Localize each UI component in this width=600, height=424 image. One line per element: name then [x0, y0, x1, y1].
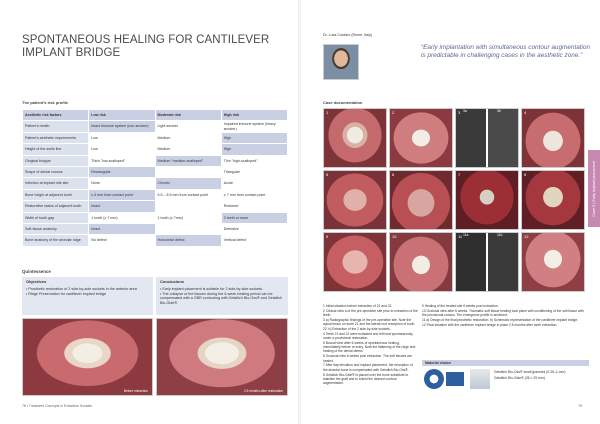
- table-cell-high: Defective: [222, 224, 287, 234]
- photo-number: 3: [458, 110, 461, 115]
- author-quote: “Early implantation with simultaneous contour augmentation is predictable in challenging cases in the aesthetic zone.”: [421, 44, 591, 60]
- case-photo: [323, 170, 387, 230]
- material-list: [494, 370, 586, 381]
- caption-item: 1 Initial situation before extraction of 21 and 22.: [323, 304, 393, 308]
- table-cell-mod: [156, 167, 221, 177]
- material-choice: [422, 360, 589, 394]
- bio-oss-pack-image: [446, 372, 464, 386]
- caption-item: 3 a) Radiographic findings of the pre-operative site. Note the apical lesion on tooth 21 and the lateral root resorption of tooth 22. b) Extraction of the 2 side-by-side sockets.: [323, 318, 415, 331]
- header-moderate: Moderate risk: [156, 110, 221, 120]
- table-cell-low: Low: [89, 144, 154, 154]
- table-header-row: [23, 110, 287, 120]
- case-photo: [521, 170, 585, 230]
- table-cell-label: Soft-tissue anatomy: [23, 224, 88, 234]
- table-cell-mod: Light smoker: [156, 121, 221, 131]
- table-cell-label: Gingival biotype: [23, 156, 88, 166]
- case-photo: [455, 170, 519, 230]
- table-cell-low: Rectangular: [89, 167, 154, 177]
- case-photo: [323, 232, 387, 292]
- table-cell-high: Triangular: [222, 167, 287, 177]
- case-photo: [389, 108, 453, 168]
- table-cell-label: Patient's aesthetic requirements: [23, 133, 88, 143]
- material-item: Geistlich Bio-Oss® small granules (0.25–1 mm): [494, 370, 566, 374]
- table-row: [23, 224, 287, 234]
- caption-item: 2 Clinical view a of the pre-operative site prior to extraction of the teeth.: [323, 308, 418, 318]
- table-cell-high: Vertical defect: [222, 235, 287, 245]
- photo-number: 8: [524, 172, 527, 177]
- table-cell-low: No defect: [89, 235, 154, 245]
- objective-item: • Prosthetic restoration of 2 side-by-side sockets in the anterior area: [26, 286, 137, 291]
- caption-item: 9 Healing of the treated site 6 weeks post extraction.: [422, 304, 499, 308]
- table-cell-low: Thick "low-scalloped": [89, 156, 154, 166]
- author-portrait: [323, 44, 359, 80]
- caption-item: 4 Teeth 21 and 22 were extracted and left heal spontaneously under a provisional restoration.: [323, 331, 413, 340]
- page-title: SPONTANEOUS HEALING FOR CANTILEVER IMPLANT BRIDGE: [22, 34, 270, 59]
- profile-title: The patient's risk profile: [22, 100, 69, 105]
- table-cell-mod: 1 tooth (≤ 7mm): [156, 213, 221, 223]
- table-cell-low: Intact: [89, 201, 154, 211]
- left-page: [0, 0, 299, 424]
- table-cell-mod: Medium: [156, 144, 221, 154]
- photo-number: 11: [458, 234, 463, 239]
- table-cell-label: Infection at implant site site: [23, 178, 88, 188]
- case-photo: [389, 170, 453, 230]
- table-cell-mod: 5.5 – 6.5 mm from contact point: [156, 190, 221, 200]
- caption-item: 6 Occlusal view 6 weeks post extraction. The soft tissues are healed.: [323, 354, 412, 363]
- case-photo: [389, 232, 453, 292]
- photo-number: 7: [458, 172, 461, 177]
- table-cell-mod: [156, 224, 221, 234]
- case-photo: [323, 108, 387, 168]
- objectives-conclusions: [22, 277, 288, 315]
- table-cell-mod: Medium: [156, 133, 221, 143]
- table-cell-high: High: [222, 144, 287, 154]
- photo-number: 1: [326, 110, 329, 115]
- table-cell-high: Thin "high-scalloped": [222, 156, 287, 166]
- photo-sub-label: 3a: [463, 109, 467, 113]
- table-cell-label: Height of the smile line: [23, 144, 88, 154]
- header-factor: Aesthetic risk factors: [23, 110, 88, 120]
- caption-item: 10 Occlusal view after 6 weeks. Traumatic soft tissue healing took place with conditioning of the soft tissue with the provisional crowns. The emergence profile is achieved.: [422, 308, 584, 318]
- table-cell-label: Shape of dental crowns: [23, 167, 88, 177]
- material-item: Geistlich Bio-Gide® (25 × 25 mm): [494, 376, 545, 381]
- photo-number: 10: [392, 234, 397, 239]
- photo-number: 2: [392, 110, 395, 115]
- table-cell-high: 2 teeth or more: [222, 213, 287, 223]
- table-cell-low: 1 tooth (≥ 7 mm): [89, 213, 154, 223]
- header-high: High risk: [222, 110, 287, 120]
- case-photo: [521, 232, 585, 292]
- bio-gide-pack-image: [470, 369, 490, 389]
- photo-label: Before extraction: [123, 389, 148, 393]
- right-page: [301, 0, 600, 424]
- table-cell-mod: Medium "medium-scalloped": [156, 156, 221, 166]
- table-cell-high: Acute: [222, 178, 287, 188]
- table-cell-low: Intact immune system (non-smoker): [89, 121, 154, 131]
- table-row: [23, 201, 287, 211]
- table-cell-high: ≥ 7 mm from contact point: [222, 190, 287, 200]
- caption-item: 11 a) Design of the final prosthetic restoration. b) Schematic representation of the cantilever implant bridge.: [422, 318, 579, 323]
- photo-after-restoration: [156, 318, 288, 396]
- side-tab-label: Case 5 | Early implant placement: [592, 160, 596, 217]
- photo-sub-label: 11b: [497, 233, 503, 237]
- table-row: [23, 121, 287, 131]
- photo-number: 4: [524, 110, 527, 115]
- captions-left: [323, 304, 418, 386]
- table-cell-label: Bone height at adjacent tooth: [23, 190, 88, 200]
- photo-number: 6: [392, 172, 395, 177]
- photo-label: 2.5 months after restoration: [244, 389, 283, 393]
- conclusions-box: [156, 277, 288, 315]
- table-row: [23, 156, 287, 166]
- table-row: [23, 178, 287, 188]
- table-row: [23, 167, 287, 177]
- author-name: Dr. Luca Cordaro (Rome, Italy): [323, 33, 372, 37]
- table-cell-low: ≤ 5 mm from contact point: [89, 190, 154, 200]
- table-cell-low: Low: [89, 133, 154, 143]
- table-cell-high: High: [222, 133, 287, 143]
- case-documentation-title: Case documentation: [323, 100, 363, 105]
- conclusion-item: • The collapse of the tissues during the 6-week healing period can be compensated with a GBR contouring with Geistlich Bio-Oss® and Geistlich Bio-Gide®.: [160, 291, 282, 306]
- photo-sub-label: 11a: [463, 233, 469, 237]
- photo-number: 9: [326, 234, 329, 239]
- conclusions-title: Conclusions: [160, 279, 185, 284]
- table-cell-label: Bone anatomy of the alveolar ridge: [23, 235, 88, 245]
- photo-number: 5: [326, 172, 329, 177]
- table-cell-mod: Horizontal defect: [156, 235, 221, 245]
- photo-number: 12: [524, 234, 529, 239]
- bio-oss-logo: [424, 369, 444, 389]
- table-cell-label: Width of tooth gap: [23, 213, 88, 223]
- table-cell-label: Restorative status of adjacent tooth: [23, 201, 88, 211]
- table-row: [23, 133, 287, 143]
- table-cell-low: None: [89, 178, 154, 188]
- caption-item: 12 Final situation with the cantilever implant bridge in place 2.5 months after tooth extraction.: [422, 322, 558, 327]
- table-cell-low: Intact: [89, 224, 154, 234]
- objectives-title: Objectives: [26, 279, 47, 284]
- right-page-number: 79: [578, 404, 582, 408]
- case-photo: [455, 232, 519, 292]
- conclusion-item: • Early implant placement is suitable for 2 side-by-side sockets.: [160, 286, 263, 291]
- table-cell-high: Impaired immune system (heavy smoker): [222, 121, 287, 131]
- left-footer: 78 • Treatment Concepts in Extraction Sockets: [22, 404, 92, 408]
- photo-before-extraction: [22, 318, 153, 396]
- table-cell-label: Patient's health: [23, 121, 88, 131]
- table-cell-mod: [156, 201, 221, 211]
- table-row: [23, 190, 287, 200]
- side-tab: [588, 150, 600, 227]
- objectives-box: [22, 277, 153, 315]
- quintessence-label: Quintessence: [22, 269, 51, 274]
- table-row: [23, 144, 287, 154]
- risk-profile-table: [22, 109, 288, 247]
- case-photo: [455, 108, 519, 168]
- table-row: [23, 213, 287, 223]
- objective-item: • Ridge Preservation for cantilever implant bridge: [26, 291, 106, 296]
- caption-item: 7 After flap elevation and implant placement, the resorption of the alveolar bone is compensated with Geistlich Bio-Oss®.: [323, 363, 413, 372]
- table-cell-mod: Chronic: [156, 178, 221, 188]
- caption-item: 5 Buccal view after 6 weeks of spontaneous healing, immediately before re-entry. Note the flattening of the ridge and healing of the dental defect.: [323, 340, 416, 354]
- captions-right: [422, 304, 589, 328]
- case-photo: [521, 108, 585, 168]
- photo-sub-label: 3b: [497, 109, 501, 113]
- caption-item: 8 Geistlich Bio-Gide® is placed over the bone substitute to stabilise the graft and to shield the desired contour augmentation.: [323, 372, 409, 386]
- table-row: [23, 235, 287, 245]
- table-cell-high: Restored: [222, 201, 287, 211]
- header-low: Low risk: [89, 110, 154, 120]
- material-title: Material choice: [422, 360, 589, 366]
